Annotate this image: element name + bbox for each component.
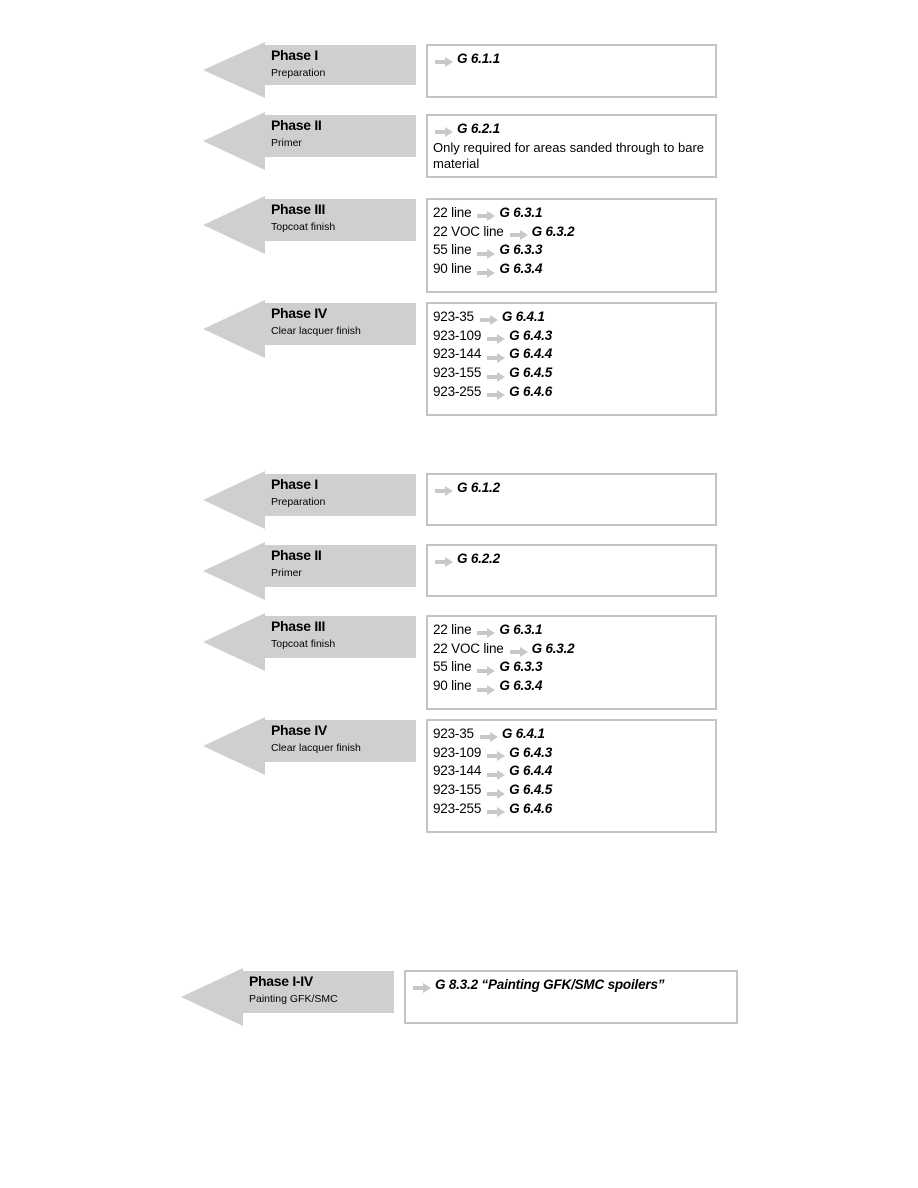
model-label: 55 line	[433, 242, 472, 258]
reference-arrow-icon	[487, 387, 505, 397]
reference-box	[426, 114, 717, 178]
reference-box	[426, 302, 717, 416]
reference-arrow-icon	[477, 663, 495, 673]
section-reference-link[interactable]: G 6.4.3	[509, 327, 553, 343]
reference-arrow-icon	[487, 331, 505, 341]
section-reference-link[interactable]: G 6.4.1	[501, 309, 545, 324]
section-reference-link[interactable]: G 6.3.3	[499, 659, 543, 675]
reference-arrow-icon	[480, 312, 498, 322]
phase-subtitle: Clear lacquer finish	[271, 742, 361, 754]
model-label: 22 line	[433, 622, 472, 637]
reference-line	[411, 976, 731, 995]
phase-title: Phase II	[271, 117, 322, 133]
section-reference-link[interactable]: G 6.1.1	[457, 51, 500, 66]
reference-line	[433, 621, 710, 640]
phase-title: Phase IV	[271, 305, 327, 321]
section-reference-link[interactable]: G 6.4.4	[509, 763, 553, 779]
reference-line	[433, 120, 710, 139]
reference-arrow-icon	[487, 350, 505, 360]
reference-line	[433, 327, 710, 346]
model-label: 22 VOC line	[433, 640, 504, 656]
reference-arrow-icon	[487, 767, 505, 777]
reference-line	[433, 640, 710, 659]
reference-line	[433, 479, 710, 498]
section-reference-link[interactable]: G 6.3.2	[531, 640, 575, 656]
phase-row	[0, 613, 918, 708]
reference-line	[433, 383, 710, 402]
model-label: 923-109	[433, 327, 482, 343]
reference-arrow-icon	[487, 804, 505, 814]
section-reference-link[interactable]: G 6.4.6	[509, 800, 553, 816]
section-reference-link[interactable]: G 6.4.3	[509, 744, 553, 760]
reference-box	[404, 970, 738, 1024]
reference-line	[433, 364, 710, 383]
reference-arrow-icon	[487, 786, 505, 796]
reference-arrow-icon	[510, 227, 528, 237]
phase-row	[0, 471, 918, 529]
model-label: 90 line	[433, 261, 472, 277]
model-label: 923-109	[433, 744, 482, 760]
reference-box	[426, 719, 717, 833]
reference-line	[433, 204, 710, 223]
reference-line	[433, 241, 710, 260]
section-reference-link[interactable]: G 6.3.2	[531, 223, 575, 239]
reference-line	[433, 725, 710, 744]
reference-box	[426, 44, 717, 98]
reference-line	[433, 658, 710, 677]
section-reference-link[interactable]: G 6.3.4	[499, 678, 543, 694]
model-label: 90 line	[433, 678, 472, 694]
reference-box	[426, 198, 717, 293]
section-reference-link[interactable]: G 6.4.4	[509, 346, 553, 362]
phase-subtitle: Primer	[271, 137, 302, 149]
section-reference-link[interactable]: G 6.4.1	[501, 726, 545, 741]
reference-arrow-icon	[487, 369, 505, 379]
phase-title: Phase IV	[271, 722, 327, 738]
section-reference-link[interactable]: G 6.3.3	[499, 242, 543, 258]
reference-line	[433, 223, 710, 242]
reference-arrow-icon	[477, 625, 495, 635]
reference-arrow-icon	[477, 246, 495, 256]
section-reference-link[interactable]: G 6.1.2	[457, 480, 500, 495]
reference-arrow-icon	[413, 980, 431, 990]
phase-subtitle: Topcoat finish	[271, 638, 336, 650]
reference-line	[433, 800, 710, 819]
phase-row	[0, 542, 918, 600]
reference-arrow-icon	[477, 208, 495, 218]
section-reference-link[interactable]: G 6.2.2	[457, 551, 500, 566]
phase-subtitle: Painting GFK/SMC	[249, 993, 338, 1005]
model-label: 923-255	[433, 800, 482, 816]
reference-line	[433, 744, 710, 763]
model-label: 22 line	[433, 205, 472, 220]
section-reference-link[interactable]: G 8.3.2 “Painting GFK/SMC spoilers”	[435, 977, 665, 992]
model-label: 22 VOC line	[433, 223, 504, 239]
section-reference-link[interactable]: G 6.4.6	[509, 383, 553, 399]
section-reference-link[interactable]: G 6.3.4	[499, 261, 543, 277]
model-label: 923-144	[433, 763, 482, 779]
phase-subtitle: Preparation	[271, 67, 326, 79]
reference-box	[426, 473, 717, 526]
model-label: 923-255	[433, 383, 482, 399]
phase-subtitle: Clear lacquer finish	[271, 325, 361, 337]
phase-row	[0, 112, 918, 176]
reference-line	[433, 308, 710, 327]
reference-box	[426, 615, 717, 710]
section-reference-link[interactable]: G 6.3.1	[499, 622, 543, 637]
reference-line	[433, 762, 710, 781]
reference-line	[433, 550, 710, 569]
reference-line	[433, 50, 710, 69]
phase-subtitle: Topcoat finish	[271, 221, 336, 233]
model-label: 923-155	[433, 782, 482, 798]
reference-arrow-icon	[480, 729, 498, 739]
reference-line	[433, 677, 710, 696]
phase-title: Phase III	[271, 618, 326, 634]
phase-subtitle: Primer	[271, 567, 302, 579]
phase-subtitle: Preparation	[271, 496, 326, 508]
reference-arrow-icon	[510, 644, 528, 654]
reference-arrow-icon	[477, 682, 495, 692]
reference-line	[433, 781, 710, 800]
reference-arrow-icon	[435, 483, 453, 493]
reference-arrow-icon	[435, 124, 453, 134]
reference-arrow-icon	[435, 54, 453, 64]
reference-box	[426, 544, 717, 597]
phase-row	[0, 196, 918, 291]
section-reference-link[interactable]: G 6.3.1	[499, 205, 543, 220]
reference-line	[433, 260, 710, 279]
reference-arrow-icon	[477, 265, 495, 275]
phase-title: Phase I-IV	[249, 973, 313, 989]
section-reference-link[interactable]: G 6.4.5	[509, 365, 553, 381]
phase-title: Phase I	[271, 47, 318, 63]
model-label: 55 line	[433, 659, 472, 675]
model-label: 923-155	[433, 365, 482, 381]
phase-title: Phase II	[271, 547, 322, 563]
reference-arrow-icon	[435, 554, 453, 564]
reference-line	[433, 345, 710, 364]
model-label: 923-35	[433, 726, 474, 741]
phase-row	[0, 300, 918, 414]
model-label: 923-35	[433, 309, 474, 324]
phase-row	[0, 968, 918, 1026]
phase-row	[0, 717, 918, 831]
section-reference-link[interactable]: G 6.4.5	[509, 782, 553, 798]
phase-title: Phase III	[271, 201, 326, 217]
phase-row	[0, 42, 918, 98]
phase-note: Only required for areas sanded through to bare material	[433, 139, 705, 171]
phase-title: Phase I	[271, 476, 318, 492]
reference-arrow-icon	[487, 748, 505, 758]
section-reference-link[interactable]: G 6.2.1	[457, 121, 500, 136]
model-label: 923-144	[433, 346, 482, 362]
